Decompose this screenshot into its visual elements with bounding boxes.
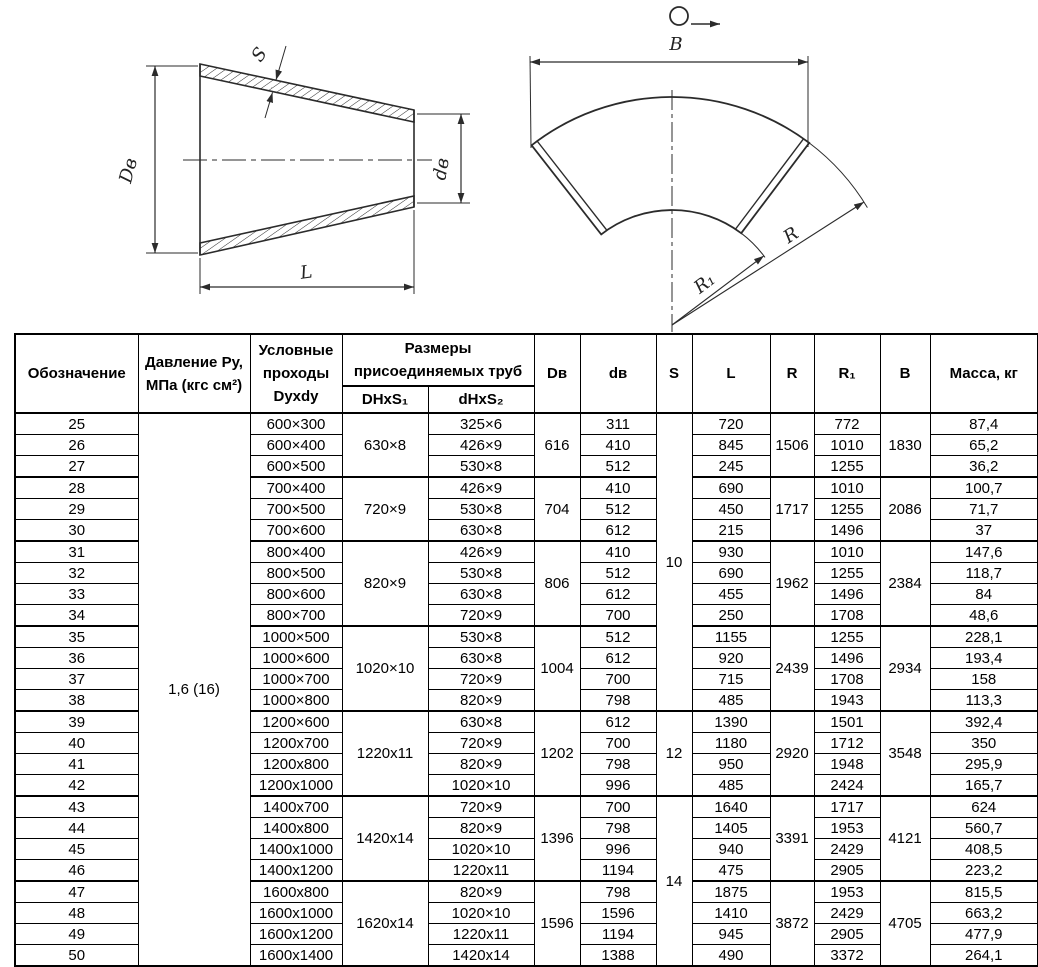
view-direction-icon (670, 7, 720, 25)
cell-mass: 408,5 (930, 839, 1038, 860)
cell-dyxdy: 700×500 (250, 499, 342, 520)
cell-mass: 87,4 (930, 413, 1038, 435)
cell-dyxdy: 1400x800 (250, 818, 342, 839)
cell-l: 1390 (692, 711, 770, 733)
cell-dhs2: 720×9 (428, 796, 534, 818)
cell-mass: 350 (930, 733, 1038, 754)
cell-b: 2086 (880, 477, 930, 541)
cell-designation: 26 (15, 435, 138, 456)
cell-dhs2: 325×6 (428, 413, 534, 435)
cell-dyxdy: 1200x700 (250, 733, 342, 754)
cell-db: 410 (580, 477, 656, 499)
cell-designation: 33 (15, 584, 138, 605)
cell-dyxdy: 1600x1000 (250, 903, 342, 924)
col-s: S (656, 334, 692, 413)
cell-mass: 158 (930, 669, 1038, 690)
col-r: R (770, 334, 814, 413)
col-dv: Dв (534, 334, 580, 413)
passages-header-line3: Dyxdy (273, 388, 319, 405)
cell-designation: 41 (15, 754, 138, 775)
label-s: S (247, 43, 272, 66)
label-r1: R₁ (690, 268, 720, 299)
cell-l: 920 (692, 648, 770, 669)
cell-r1: 1496 (814, 584, 880, 605)
cell-l: 450 (692, 499, 770, 520)
cell-dhs2: 1020×10 (428, 903, 534, 924)
cell-r1: 1708 (814, 669, 880, 690)
cell-designation: 27 (15, 456, 138, 478)
cell-r: 2920 (770, 711, 814, 796)
cell-dhs2: 1420x14 (428, 945, 534, 967)
cell-dhs2: 426×9 (428, 477, 534, 499)
cell-mass: 560,7 (930, 818, 1038, 839)
cell-db: 512 (580, 563, 656, 584)
cell-b: 2384 (880, 541, 930, 626)
r-dimension-line (672, 202, 864, 325)
cell-r: 1506 (770, 413, 814, 477)
cell-r1: 1255 (814, 456, 880, 478)
cell-l: 245 (692, 456, 770, 478)
cell-mass: 228,1 (930, 626, 1038, 648)
cell-r1: 2429 (814, 903, 880, 924)
col-l: L (692, 334, 770, 413)
cell-db: 996 (580, 839, 656, 860)
cell-dv: 1596 (534, 881, 580, 966)
cell-r1: 1496 (814, 520, 880, 542)
cell-designation: 34 (15, 605, 138, 627)
cell-r: 3391 (770, 796, 814, 881)
cell-db: 410 (580, 435, 656, 456)
sizes-header-line2: присоединяемых труб (353, 363, 523, 380)
cell-dv: 1004 (534, 626, 580, 711)
cell-db: 612 (580, 648, 656, 669)
cell-l: 1180 (692, 733, 770, 754)
cell-dhs2: 1020×10 (428, 839, 534, 860)
cell-r: 1717 (770, 477, 814, 541)
cell-db: 700 (580, 733, 656, 754)
cell-mass: 36,2 (930, 456, 1038, 478)
cell-l: 845 (692, 435, 770, 456)
cell-db: 700 (580, 669, 656, 690)
cell-dv: 704 (534, 477, 580, 541)
cell-mass: 223,2 (930, 860, 1038, 882)
cell-l: 250 (692, 605, 770, 627)
cell-r1: 1010 (814, 477, 880, 499)
cell-db: 1194 (580, 924, 656, 945)
bend-sector-outline (532, 97, 810, 234)
pressure-header-line1: Давление Ру, (145, 353, 243, 371)
cell-mass: 147,6 (930, 541, 1038, 563)
cell-dhs2: 1220x11 (428, 860, 534, 882)
cell-r1: 1712 (814, 733, 880, 754)
cell-mass: 477,9 (930, 924, 1038, 945)
cell-dhs2: 820×9 (428, 690, 534, 712)
cell-designation: 37 (15, 669, 138, 690)
cell-l: 455 (692, 584, 770, 605)
cell-designation: 47 (15, 881, 138, 903)
cell-l: 1875 (692, 881, 770, 903)
cell-dyxdy: 800×700 (250, 605, 342, 627)
cell-designation: 43 (15, 796, 138, 818)
col-pressure (138, 334, 250, 413)
cell-dhs1: 1020×10 (342, 626, 428, 711)
cell-mass: 71,7 (930, 499, 1038, 520)
cell-mass: 113,3 (930, 690, 1038, 712)
cell-db: 512 (580, 499, 656, 520)
cell-dhs1: 1220x11 (342, 711, 428, 796)
cell-dyxdy: 1200x1000 (250, 775, 342, 797)
cell-dhs1: 1620x14 (342, 881, 428, 966)
cell-db: 700 (580, 605, 656, 627)
cell-dhs2: 530×8 (428, 563, 534, 584)
cell-r: 3872 (770, 881, 814, 966)
cell-r1: 1708 (814, 605, 880, 627)
cell-designation: 44 (15, 818, 138, 839)
cell-dyxdy: 1600x1400 (250, 945, 342, 967)
cell-dhs2: 630×8 (428, 711, 534, 733)
cell-db: 1596 (580, 903, 656, 924)
cell-dhs2: 720×9 (428, 733, 534, 754)
cell-dyxdy: 1000×600 (250, 648, 342, 669)
cell-r1: 1953 (814, 881, 880, 903)
cell-l: 950 (692, 754, 770, 775)
cell-dyxdy: 700×600 (250, 520, 342, 542)
passages-header-line2: проходы (262, 365, 330, 382)
cell-r1: 1010 (814, 435, 880, 456)
cell-designation: 42 (15, 775, 138, 797)
cell-db: 1388 (580, 945, 656, 967)
cell-db: 512 (580, 626, 656, 648)
cell-r1: 1255 (814, 626, 880, 648)
cell-dv: 806 (534, 541, 580, 626)
cell-l: 940 (692, 839, 770, 860)
cell-dhs2: 720×9 (428, 669, 534, 690)
cell-db: 700 (580, 796, 656, 818)
cell-dyxdy: 1600x800 (250, 881, 342, 903)
cell-r1: 1501 (814, 711, 880, 733)
cell-designation: 25 (15, 413, 138, 435)
cell-dhs2: 720×9 (428, 605, 534, 627)
cell-dyxdy: 800×600 (250, 584, 342, 605)
cell-dyxdy: 1000×700 (250, 669, 342, 690)
cell-l: 945 (692, 924, 770, 945)
cell-dhs2: 820×9 (428, 818, 534, 839)
cell-designation: 31 (15, 541, 138, 563)
cell-r1: 1943 (814, 690, 880, 712)
cell-dyxdy: 1000×500 (250, 626, 342, 648)
col-pipe-sizes-group (342, 334, 534, 386)
cell-mass: 37 (930, 520, 1038, 542)
cell-dhs1: 1420x14 (342, 796, 428, 881)
cell-mass: 663,2 (930, 903, 1038, 924)
col-db: dв (580, 334, 656, 413)
cell-dhs2: 630×8 (428, 648, 534, 669)
cell-mass: 100,7 (930, 477, 1038, 499)
cell-mass: 264,1 (930, 945, 1038, 967)
cell-l: 1640 (692, 796, 770, 818)
cell-dhs2: 426×9 (428, 541, 534, 563)
cell-b: 4705 (880, 881, 930, 966)
cell-mass: 193,4 (930, 648, 1038, 669)
cell-b: 3548 (880, 711, 930, 796)
cell-designation: 40 (15, 733, 138, 754)
cell-db: 798 (580, 818, 656, 839)
cell-s: 10 (656, 413, 692, 711)
cell-dhs1: 820×9 (342, 541, 428, 626)
cell-mass: 392,4 (930, 711, 1038, 733)
pressure-header-line2: МПа (кгс см²) (145, 376, 243, 394)
cell-r1: 2905 (814, 924, 880, 945)
col-designation: Обозначение (15, 334, 138, 413)
cell-dyxdy: 700×400 (250, 477, 342, 499)
col-r1: R₁ (814, 334, 880, 413)
cell-dv: 1202 (534, 711, 580, 796)
cell-dyxdy: 1200×600 (250, 711, 342, 733)
cell-dhs2: 426×9 (428, 435, 534, 456)
cell-mass: 118,7 (930, 563, 1038, 584)
cell-l: 690 (692, 477, 770, 499)
cell-db: 612 (580, 584, 656, 605)
cell-dyxdy: 600×500 (250, 456, 342, 478)
cell-l: 485 (692, 775, 770, 797)
cell-designation: 39 (15, 711, 138, 733)
cell-s: 12 (656, 711, 692, 796)
cell-dyxdy: 600×300 (250, 413, 342, 435)
cell-r1: 1717 (814, 796, 880, 818)
cell-db: 798 (580, 690, 656, 712)
col-mass: Масса, кг (930, 334, 1038, 413)
col-passages (250, 334, 342, 413)
cell-l: 490 (692, 945, 770, 967)
cell-designation: 50 (15, 945, 138, 967)
cell-dhs2: 630×8 (428, 520, 534, 542)
cell-dyxdy: 1400x1000 (250, 839, 342, 860)
cell-dhs2: 530×8 (428, 456, 534, 478)
cell-dyxdy: 800×500 (250, 563, 342, 584)
passages-header-line1: Условные (258, 342, 334, 359)
cell-designation: 32 (15, 563, 138, 584)
cell-dhs2: 1220x11 (428, 924, 534, 945)
cell-designation: 30 (15, 520, 138, 542)
cell-dhs2: 530×8 (428, 626, 534, 648)
cell-pressure: 1,6 (16) (138, 413, 250, 966)
cell-db: 612 (580, 520, 656, 542)
cell-designation: 35 (15, 626, 138, 648)
sizes-header-line1: Размеры (404, 340, 472, 357)
cell-db: 512 (580, 456, 656, 478)
cell-dhs1: 720×9 (342, 477, 428, 541)
cell-r1: 2424 (814, 775, 880, 797)
cell-dhs2: 630×8 (428, 584, 534, 605)
cell-dyxdy: 1600x1200 (250, 924, 342, 945)
cell-designation: 28 (15, 477, 138, 499)
reducer-drawing (146, 43, 470, 294)
cell-db: 798 (580, 881, 656, 903)
cell-designation: 45 (15, 839, 138, 860)
cell-b: 2934 (880, 626, 930, 711)
table-body (15, 413, 1038, 966)
reducer-top-wall (200, 64, 414, 122)
cell-mass: 295,9 (930, 754, 1038, 775)
cell-l: 715 (692, 669, 770, 690)
cell-mass: 84 (930, 584, 1038, 605)
cell-dhs2: 820×9 (428, 881, 534, 903)
cell-designation: 29 (15, 499, 138, 520)
cell-mass: 815,5 (930, 881, 1038, 903)
cell-designation: 46 (15, 860, 138, 882)
cell-mass: 65,2 (930, 435, 1038, 456)
r1-dimension-line (672, 256, 764, 325)
cell-mass: 165,7 (930, 775, 1038, 797)
cell-dyxdy: 1400x1200 (250, 860, 342, 882)
cell-r1: 1948 (814, 754, 880, 775)
cell-r1: 1953 (814, 818, 880, 839)
cell-designation: 49 (15, 924, 138, 945)
cell-dyxdy: 1000×800 (250, 690, 342, 712)
col-dhs1: DHxS₁ (342, 386, 428, 413)
cell-mass: 48,6 (930, 605, 1038, 627)
cell-b: 4121 (880, 796, 930, 881)
reducer-bottom-wall (200, 196, 414, 255)
label-db: dв (429, 156, 454, 182)
cell-l: 475 (692, 860, 770, 882)
cell-l: 1155 (692, 626, 770, 648)
cell-l: 1405 (692, 818, 770, 839)
cell-dhs1: 630×8 (342, 413, 428, 477)
cell-dyxdy: 1200x800 (250, 754, 342, 775)
cell-l: 720 (692, 413, 770, 435)
cell-mass: 624 (930, 796, 1038, 818)
cell-r1: 3372 (814, 945, 880, 967)
cell-r1: 2905 (814, 860, 880, 882)
cell-designation: 48 (15, 903, 138, 924)
cell-dyxdy: 800×400 (250, 541, 342, 563)
label-dv: Dв (115, 155, 143, 186)
cell-db: 410 (580, 541, 656, 563)
cell-s: 14 (656, 796, 692, 966)
dimensions-table (14, 333, 1038, 967)
cell-db: 612 (580, 711, 656, 733)
cell-db: 311 (580, 413, 656, 435)
col-b: B (880, 334, 930, 413)
cell-b: 1830 (880, 413, 930, 477)
cell-r1: 1010 (814, 541, 880, 563)
cell-r1: 2429 (814, 839, 880, 860)
cell-l: 1410 (692, 903, 770, 924)
cell-dv: 616 (534, 413, 580, 477)
label-l: L (298, 261, 314, 284)
label-b: B (669, 34, 683, 55)
cell-r1: 1255 (814, 563, 880, 584)
col-dhs2: dHxS₂ (428, 386, 534, 413)
cell-r1: 1255 (814, 499, 880, 520)
cell-designation: 36 (15, 648, 138, 669)
cell-l: 690 (692, 563, 770, 584)
cell-l: 485 (692, 690, 770, 712)
technical-drawings (0, 0, 1038, 333)
cell-l: 930 (692, 541, 770, 563)
cell-dhs2: 820×9 (428, 754, 534, 775)
cell-dyxdy: 1400x700 (250, 796, 342, 818)
cell-dhs2: 1020×10 (428, 775, 534, 797)
cell-dhs2: 530×8 (428, 499, 534, 520)
cell-designation: 38 (15, 690, 138, 712)
cell-dv: 1396 (534, 796, 580, 881)
cell-dyxdy: 600×400 (250, 435, 342, 456)
s-callout-line (276, 46, 286, 80)
cell-db: 798 (580, 754, 656, 775)
cell-r1: 772 (814, 413, 880, 435)
cell-db: 996 (580, 775, 656, 797)
cell-r1: 1496 (814, 648, 880, 669)
label-r: R (779, 222, 803, 248)
cell-l: 215 (692, 520, 770, 542)
cell-db: 1194 (580, 860, 656, 882)
cell-r: 1962 (770, 541, 814, 626)
table-header (15, 334, 1038, 413)
cell-r: 2439 (770, 626, 814, 711)
